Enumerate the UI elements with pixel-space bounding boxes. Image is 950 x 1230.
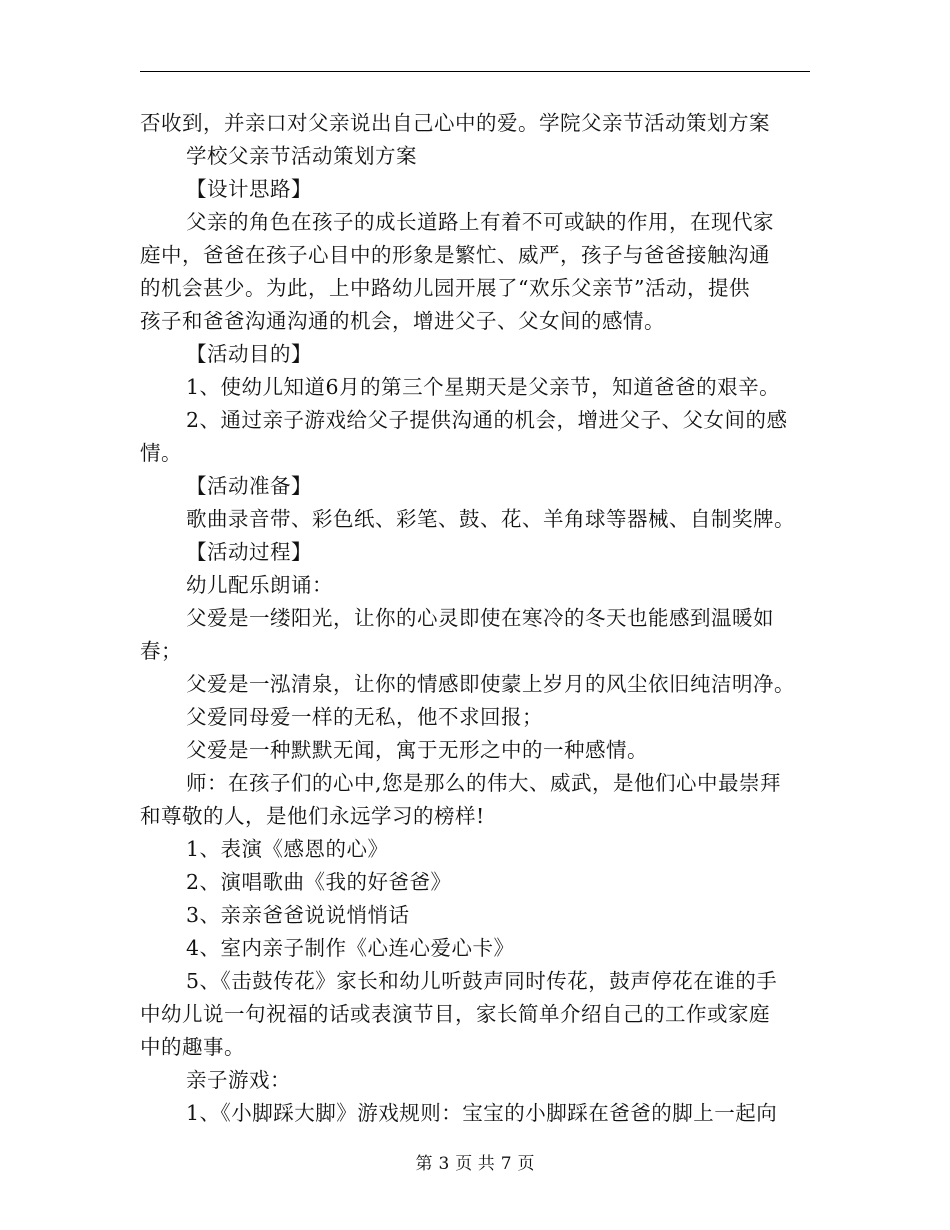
document-body [140,107,810,1130]
text-line: 3、亲亲爸爸说说悄悄话 [186,903,410,927]
text-line: 幼儿配乐朗诵： [186,573,333,597]
text-line: 中幼儿说一句祝福的话或表演节目，家长简单介绍自己的工作或家庭 [140,1002,770,1026]
text-line: 歌曲录音带、彩色纸、彩笔、鼓、花、羊角球等器械、自制奖牌。 [186,507,795,531]
footer-prefix: 第 [415,1154,433,1174]
text-line: 1、使幼儿知道6月的第三个星期天是父亲节，知道爸爸的艰辛。 [186,375,781,399]
text-line: 父爱是一缕阳光，让你的心灵即使在寒冷的冬天也能感到温暖如 [186,606,774,630]
text-line: 父爱是一种默默无闻，寓于无形之中的一种感情。 [186,738,648,762]
page-number: 3 [438,1154,450,1174]
text-line: 情。 [140,441,182,465]
section-heading: 【设计思路】 [186,177,312,201]
text-line: 中的趣事。 [140,1035,245,1059]
text-line: 春； [140,639,182,663]
page-footer [0,1152,950,1176]
page-total: 7 [500,1154,512,1174]
footer-suffix: 页 [517,1154,535,1174]
text-line: 学校父亲节活动策划方案 [186,144,417,168]
text-line: 1、表演《感恩的心》 [186,837,389,861]
text-line: 5、《击鼓传花》家长和幼儿听鼓声同时传花，鼓声停花在谁的手 [186,969,778,993]
text-line: 父爱是一泓清泉，让你的情感即使蒙上岁月的风尘依旧纯洁明净。 [186,672,795,696]
text-line: 否收到，并亲口对父亲说出自己心中的爱。学院父亲节活动策划方案 [140,111,770,135]
text-line: 孩子和爸爸沟通沟通的机会，增进父子、父女间的感情。 [140,309,665,333]
section-heading: 【活动目的】 [186,342,312,366]
text-line: 2、演唱歌曲《我的好爸爸》 [186,870,452,894]
text-line: 2、通过亲子游戏给父子提供沟通的机会，增进父子、父女间的感 [186,408,788,432]
text-line: 父亲的角色在孩子的成长道路上有着不可或缺的作用，在现代家 [186,210,774,234]
text-line: 4、室内亲子制作《心连心爱心卡》 [186,936,515,960]
text-line: 师：在孩子们的心中,您是那么的伟大、威武，是他们心中最崇拜 [186,771,782,795]
text-line: 和尊敬的人，是他们永远学习的榜样! [140,804,485,828]
footer-middle: 页 共 [455,1154,495,1174]
section-heading: 【活动过程】 [186,540,312,564]
text-line: 庭中，爸爸在孩子心目中的形象是繁忙、威严，孩子与爸爸接触沟通 [140,243,770,267]
header-rule [140,71,810,72]
text-line: 1、《小脚踩大脚》游戏规则：宝宝的小脚踩在爸爸的脚上一起向 [186,1101,778,1125]
text-line: 的机会甚少。为此，上中路幼儿园开展了“欢乐父亲节”活动，提供 [140,276,750,300]
text-line: 亲子游戏： [186,1068,291,1092]
text-line: 父爱同母爱一样的无私，他不求回报； [186,705,543,729]
section-heading: 【活动准备】 [186,474,312,498]
